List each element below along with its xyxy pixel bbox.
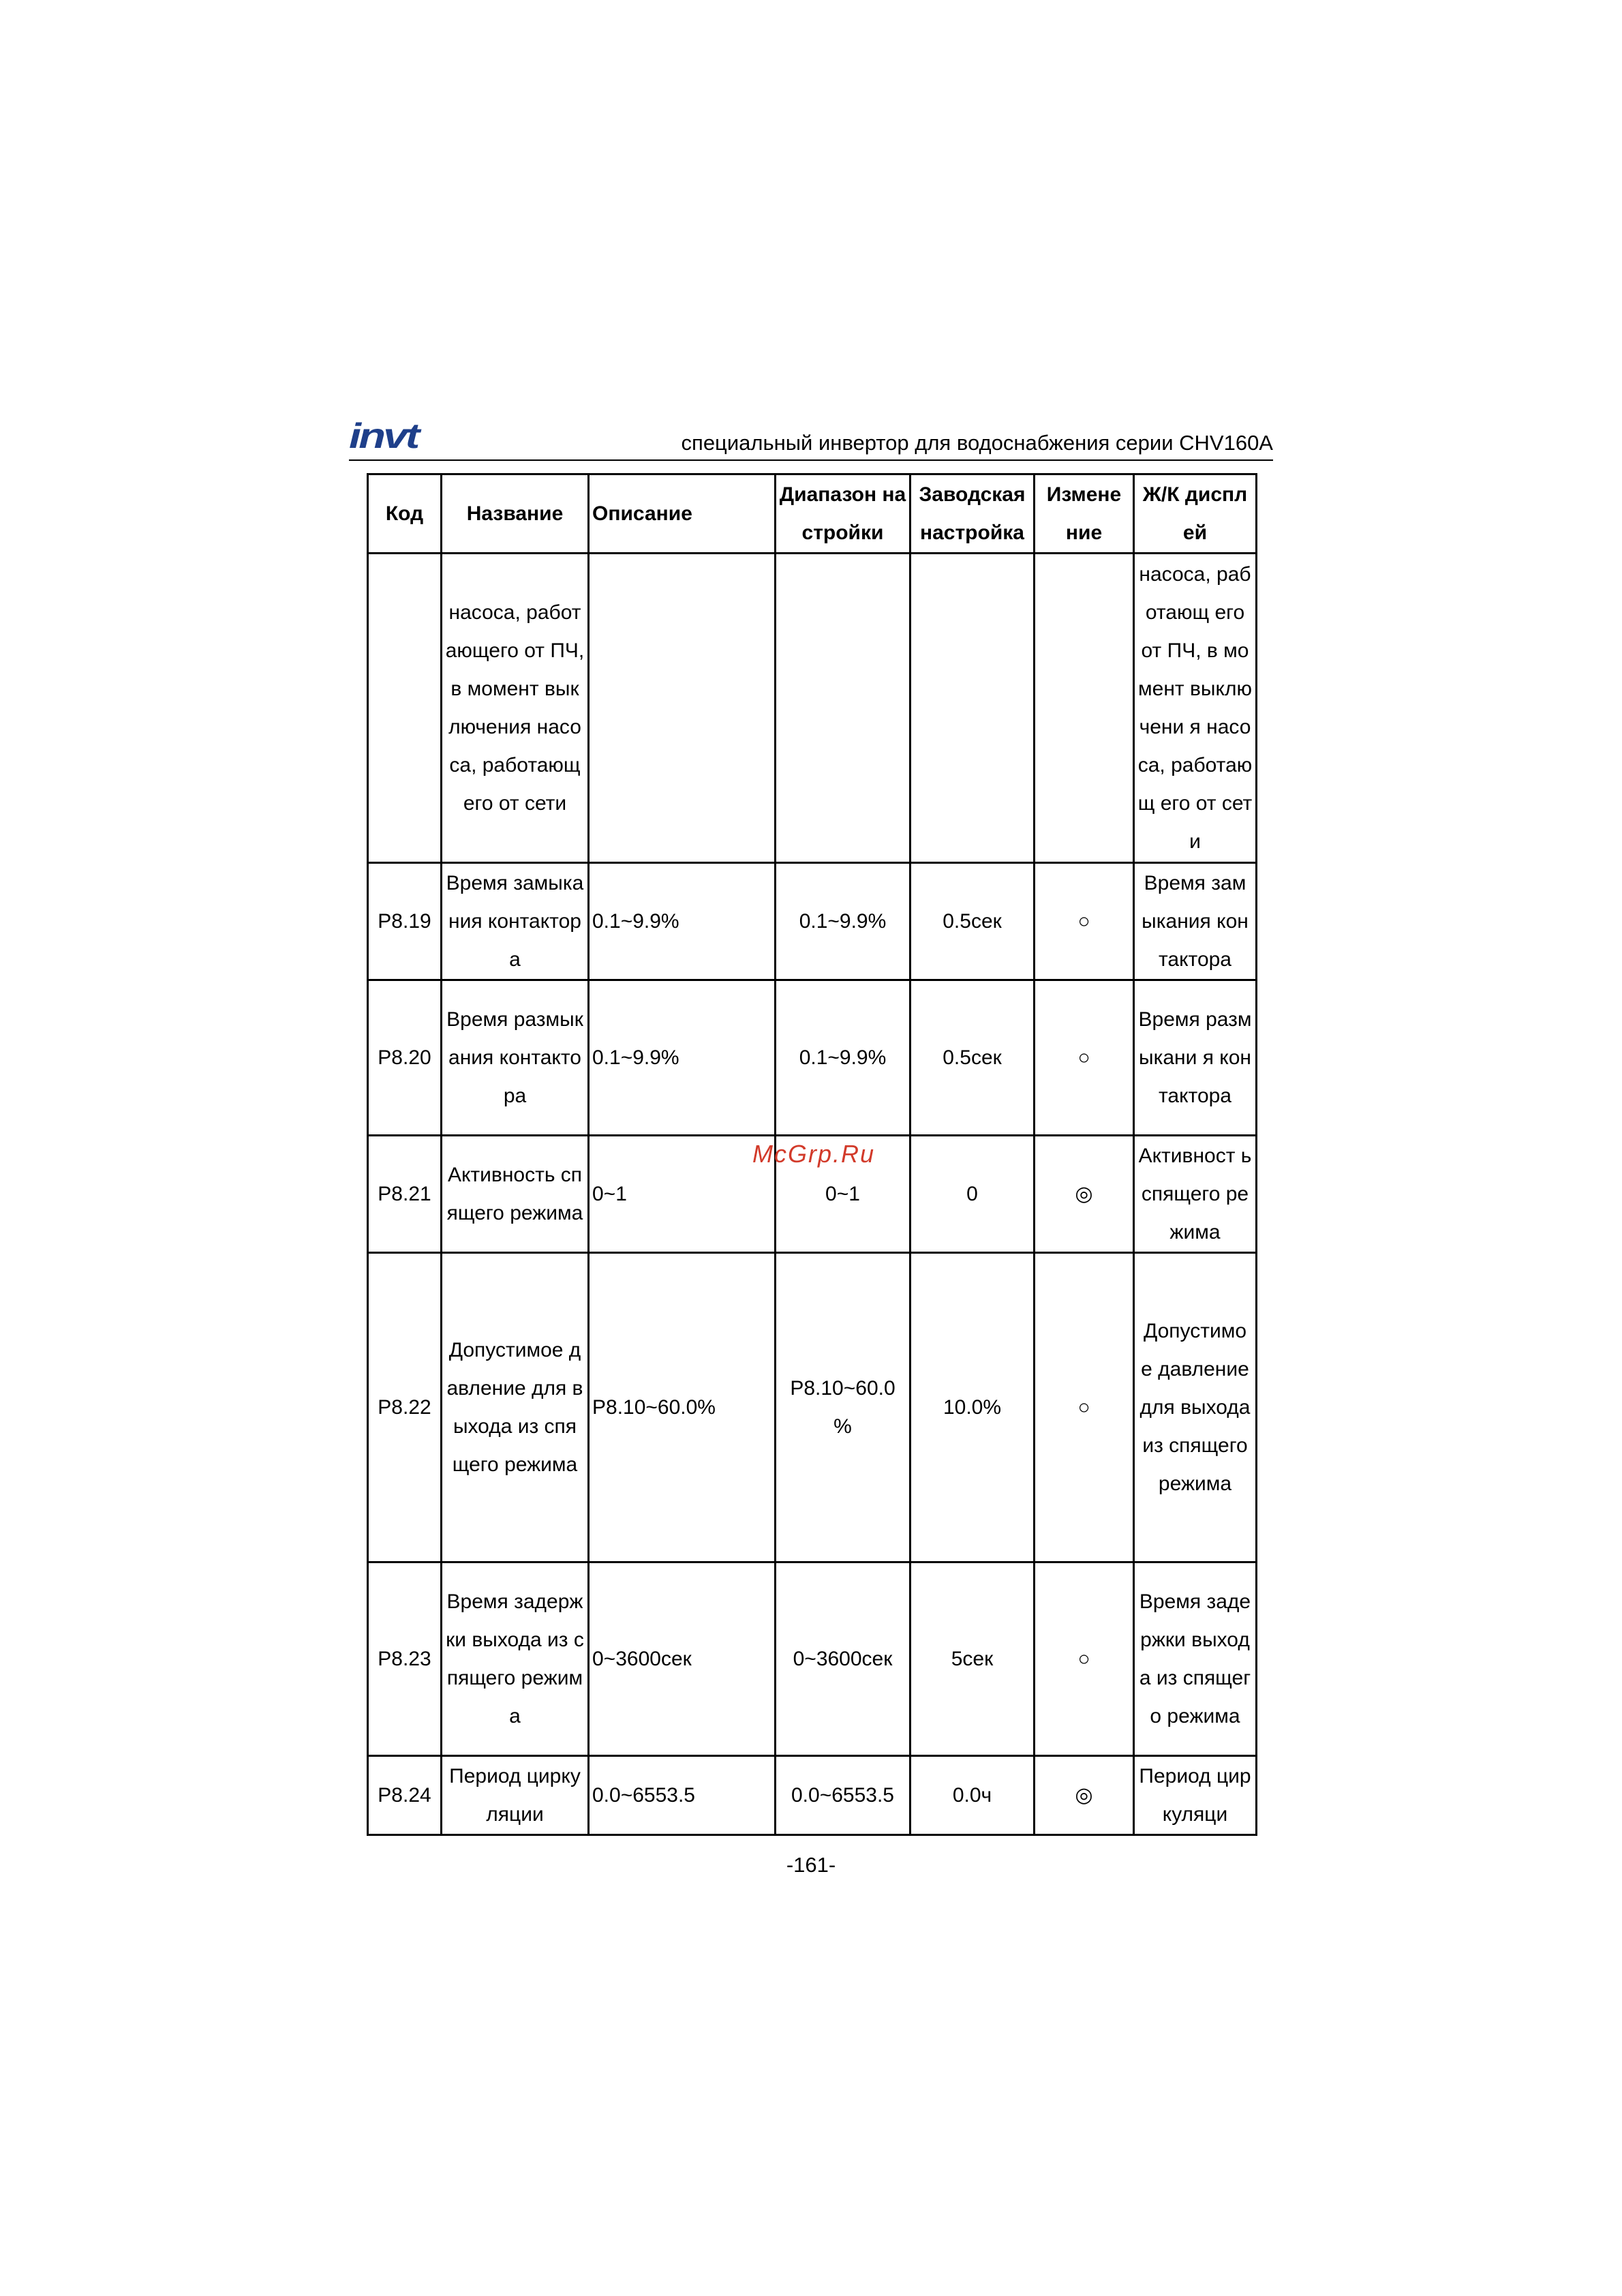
table-row — [368, 863, 1257, 980]
table-row — [368, 1756, 1257, 1835]
column-header-description: Описание — [589, 474, 776, 554]
column-header-name: Название — [442, 474, 589, 554]
cell-change: ○ — [1035, 863, 1134, 980]
cell-code: P8.21 — [368, 1136, 442, 1253]
page-number: -161- — [786, 1853, 836, 1877]
table-row — [368, 554, 1257, 863]
cell-name: Время замыкания контактора — [442, 863, 589, 980]
cell-code — [368, 554, 442, 863]
cell-default: 0.5сек — [911, 980, 1035, 1136]
column-header-code: Код — [368, 474, 442, 554]
cell-default: 0.0ч — [911, 1756, 1035, 1835]
invt-logo — [349, 419, 424, 454]
cell-code: P8.19 — [368, 863, 442, 980]
cell-description — [589, 554, 776, 863]
cell-code: P8.22 — [368, 1253, 442, 1562]
cell-lcd: Активност ь спящего режима — [1134, 1136, 1257, 1253]
logo-text: invt — [349, 417, 418, 456]
cell-lcd: Допустимо е давление для выхода из спящего режима — [1134, 1253, 1257, 1562]
cell-lcd: насоса, работающ его от ПЧ, в момент выключени я насоса, работающ его от сети — [1134, 554, 1257, 863]
column-header-default: Заводская настройка — [911, 474, 1035, 554]
cell-lcd: Время задержки выхода из спящего режима — [1134, 1562, 1257, 1756]
cell-name: Допустимое давление для выхода из спящего режима — [442, 1253, 589, 1562]
cell-change: ○ — [1035, 980, 1134, 1136]
cell-default: 0 — [911, 1136, 1035, 1253]
cell-description: P8.10~60.0% — [589, 1253, 776, 1562]
table-row — [368, 980, 1257, 1136]
table-header-row — [368, 474, 1257, 554]
cell-change — [1035, 554, 1134, 863]
table-row — [368, 1253, 1257, 1562]
cell-description: 0.0~6553.5 — [589, 1756, 776, 1835]
cell-range: 0.1~9.9% — [776, 980, 911, 1136]
document-header-title: специальный инвертор для водоснабжения серии CHV160A — [681, 431, 1273, 455]
cell-description: 0~1 — [589, 1136, 776, 1253]
cell-description: 0~3600сек — [589, 1562, 776, 1756]
cell-range: 0.0~6553.5 — [776, 1756, 911, 1835]
cell-change: ○ — [1035, 1253, 1134, 1562]
cell-name: насоса, работающего от ПЧ, в момент выключения насоса, работающего от сети — [442, 554, 589, 863]
cell-default: 5сек — [911, 1562, 1035, 1756]
column-header-lcd: Ж/К дисплей — [1134, 474, 1257, 554]
header-divider — [349, 459, 1273, 461]
table-row — [368, 1562, 1257, 1756]
cell-change: ◎ — [1035, 1756, 1134, 1835]
cell-change: ◎ — [1035, 1136, 1134, 1253]
watermark: McGrp.Ru — [752, 1140, 876, 1168]
cell-range: P8.10~60.0 % — [776, 1253, 911, 1562]
cell-default: 10.0% — [911, 1253, 1035, 1562]
column-header-change: Измене ние — [1035, 474, 1134, 554]
column-header-range: Диапазон настройки — [776, 474, 911, 554]
cell-lcd: Период циркуляци — [1134, 1756, 1257, 1835]
cell-name: Время размыкания контактора — [442, 980, 589, 1136]
cell-range: 0~1 — [776, 1136, 911, 1253]
cell-range: 0~3600сек — [776, 1562, 911, 1756]
cell-code: P8.24 — [368, 1756, 442, 1835]
cell-name: Период циркуляции — [442, 1756, 589, 1835]
cell-range — [776, 554, 911, 863]
cell-name: Время задержки выхода из спящего режима — [442, 1562, 589, 1756]
cell-default: 0.5сек — [911, 863, 1035, 980]
cell-description: 0.1~9.9% — [589, 980, 776, 1136]
cell-code: P8.20 — [368, 980, 442, 1136]
cell-lcd: Время замыкания контактора — [1134, 863, 1257, 980]
cell-default — [911, 554, 1035, 863]
cell-change: ○ — [1035, 1562, 1134, 1756]
cell-lcd: Время размыкани я контактора — [1134, 980, 1257, 1136]
cell-description: 0.1~9.9% — [589, 863, 776, 980]
cell-code: P8.23 — [368, 1562, 442, 1756]
cell-name: Активность спящего режима — [442, 1136, 589, 1253]
cell-range: 0.1~9.9% — [776, 863, 911, 980]
